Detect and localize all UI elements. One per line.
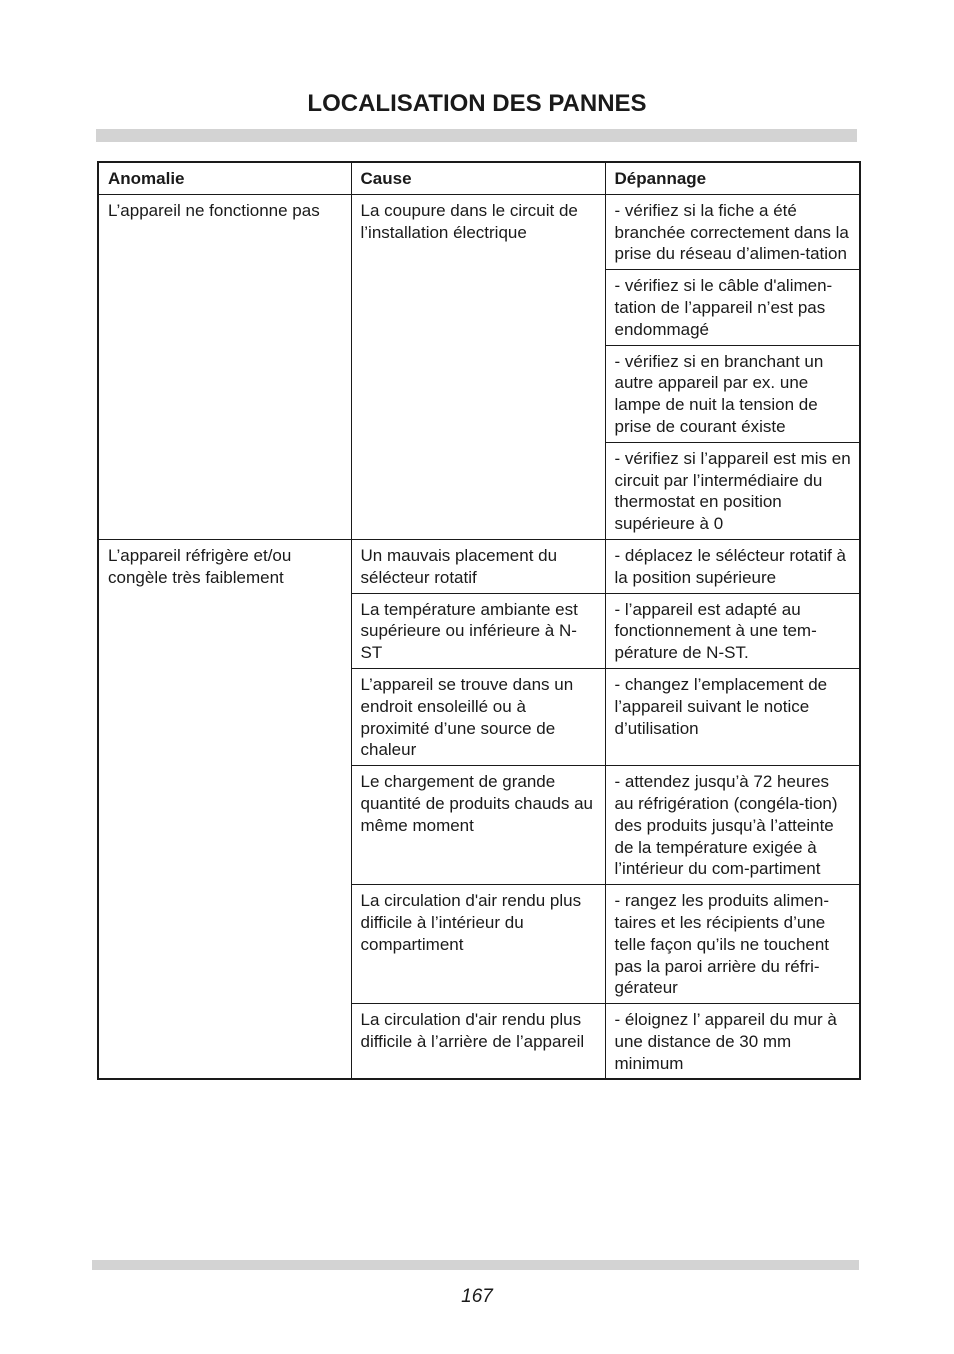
anomaly-cell: L’appareil ne fonctionne pas [98, 194, 351, 539]
troubleshooting-table [97, 161, 861, 1080]
cause-cell: Le chargement de grande quantité de produits chauds au même moment [351, 766, 605, 885]
remedy-cell: - vérifiez si en branchant un autre appareil par ex. une lampe de nuit la tension de prise de courant éxiste [605, 345, 860, 442]
footer-divider [92, 1260, 859, 1270]
remedy-cell: - déplacez le sélécteur rotatif à la position supérieure [605, 539, 860, 593]
remedy-cell: - vérifiez si l’appareil est mis en circuit par l’intermédiaire du thermostat en position supérieure à 0 [605, 442, 860, 539]
page-number: 167 [461, 1286, 493, 1307]
cause-cell: La température ambiante est supérieure ou inférieure à N-ST [351, 593, 605, 668]
remedy-cell: - l’appareil est adapté au fonctionnement à une tem-pérature de N-ST. [605, 593, 860, 668]
page-title: LOCALISATION DES PANNES [307, 90, 647, 117]
remedy-cell: - changez l’emplacement de l’appareil suivant le notice d’utilisation [605, 668, 860, 765]
table-header-row [98, 162, 860, 194]
remedy-cell: - vérifiez si le câble d'alimen-tation de l’appareil n’est pas endommagé [605, 270, 860, 345]
header-cause: Cause [351, 162, 605, 194]
anomaly-cell: L’appareil réfrigère et/ou congèle très faiblement [98, 539, 351, 1079]
cause-cell: Un mauvais placement du sélécteur rotatif [351, 539, 605, 593]
remedy-cell: - rangez les produits alimen-taires et les récipients d’une telle façon qu’ils ne touchent pas la paroi arrière du réfri-gérateur [605, 885, 860, 1004]
header-anomalie: Anomalie [98, 162, 351, 194]
header-depannage: Dépannage [605, 162, 860, 194]
cause-cell: La circulation d'air rendu plus difficile à l’arrière de l’appareil [351, 1004, 605, 1080]
title-divider [96, 129, 857, 142]
cause-cell: La coupure dans le circuit de l’installation électrique [351, 194, 605, 539]
remedy-cell: - éloignez l’ appareil du mur à une distance de 30 mm minimum [605, 1004, 860, 1080]
remedy-cell: - vérifiez si la fiche a été branchée correctement dans la prise du réseau d’alimen-tation [605, 194, 860, 269]
cause-cell: L’appareil se trouve dans un endroit ensoleillé ou à proximité d’une source de chaleur [351, 668, 605, 765]
cause-cell: La circulation d'air rendu plus difficile à l’intérieur du compartiment [351, 885, 605, 1004]
table-row [98, 194, 860, 269]
table-row [98, 539, 860, 593]
remedy-cell: - attendez jusqu’à 72 heures au réfrigération (congéla-tion) des produits jusqu’à l’atteinte de la température exigée à l’intérieur du com-partiment [605, 766, 860, 885]
